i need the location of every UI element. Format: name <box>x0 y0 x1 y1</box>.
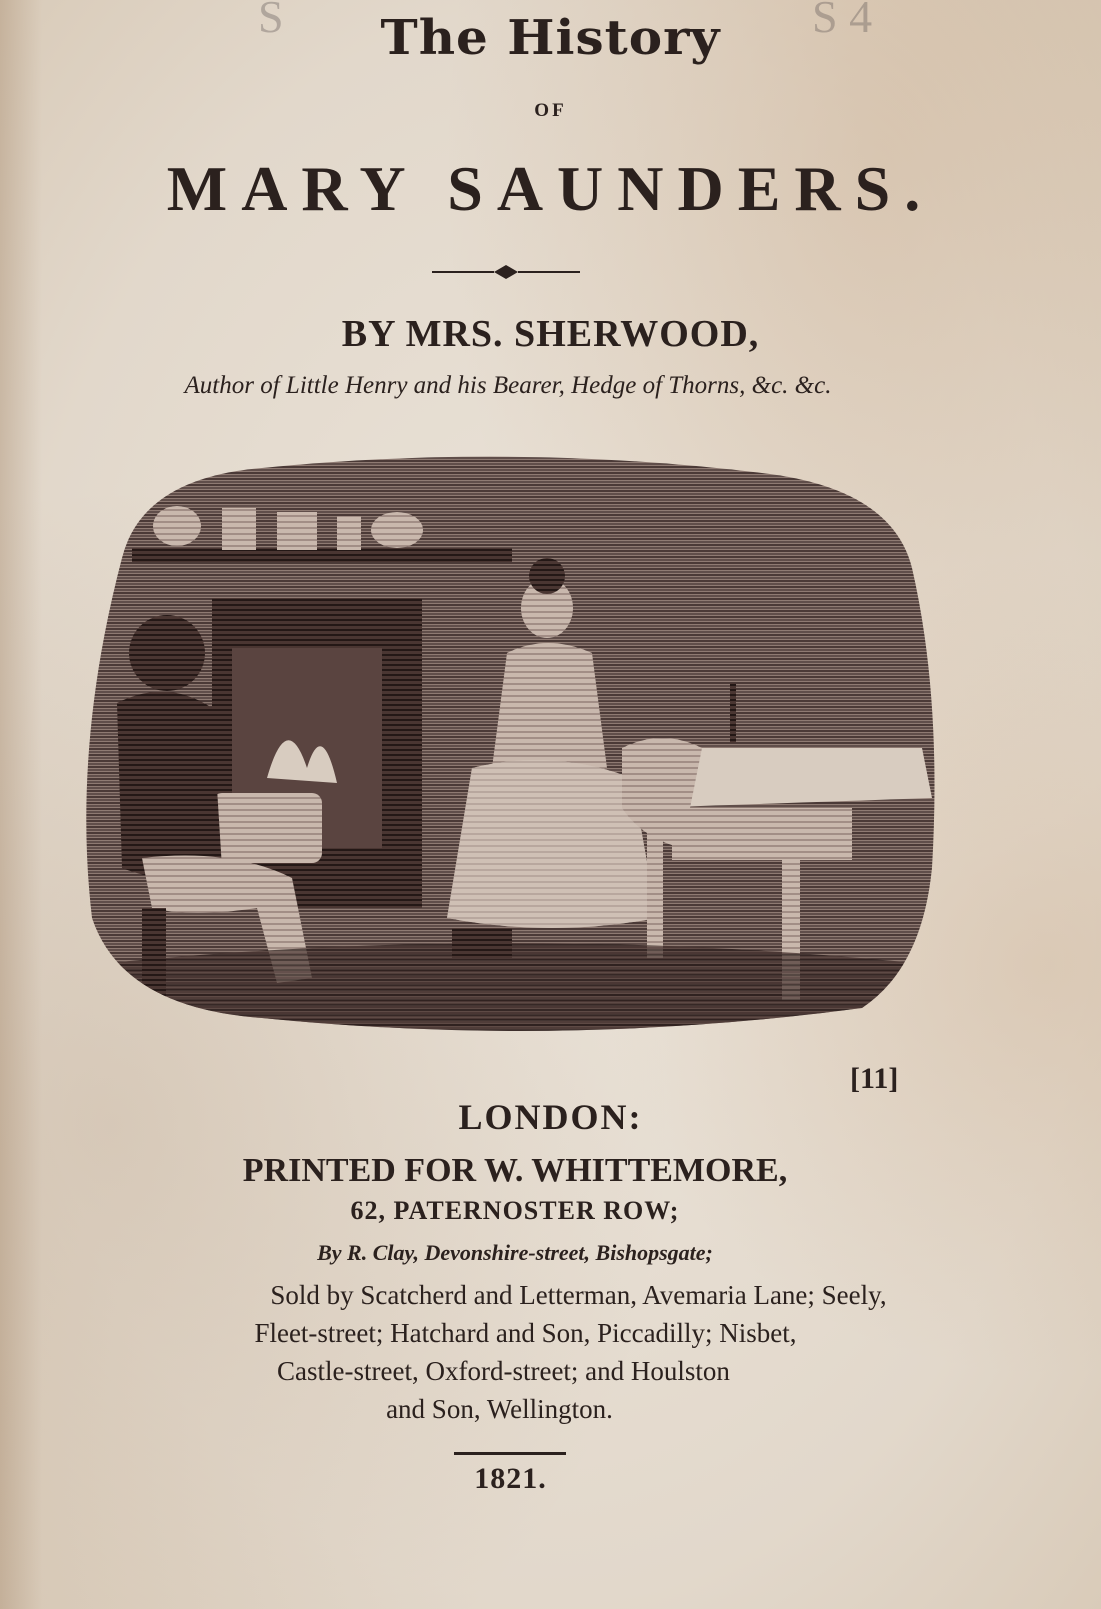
author-credits: Author of Little Henry and his Bearer, Hedge of Thorns, &c. &c. <box>184 372 832 399</box>
imprint-printer: By R. Clay, Devonshire-street, Bishopsgate; <box>317 1240 713 1265</box>
author-line: BY MRS. SHERWOOD, <box>341 313 760 355</box>
imprint-place: LONDON: <box>458 1097 643 1137</box>
title-line-blackletter: The History <box>380 9 721 66</box>
imprint-sold-by-line: Castle-street, Oxford-street; and Houlston <box>277 1356 730 1386</box>
publication-year: 1821. <box>474 1462 547 1495</box>
imprint-printed-for: PRINTED FOR W. WHITTEMORE, <box>242 1152 788 1189</box>
imprint-sold-by-line: Sold by Scatcherd and Letterman, Avemaria Lane; Seely, <box>270 1280 887 1310</box>
ornament-rule-icon <box>432 262 580 286</box>
imprint-sold-by-line: and Son, Wellington. <box>386 1394 613 1424</box>
corner-mark-right: S 4 <box>812 0 873 42</box>
woodcut-illustration <box>62 448 962 1048</box>
imprint-address: 62, PATERNOSTER ROW; <box>350 1196 680 1225</box>
corner-mark-left: S <box>258 0 284 42</box>
imprint-sold-by-line: Fleet-street; Hatchard and Son, Piccadilly; Nisbet, <box>254 1318 797 1348</box>
book-title: MARY SAUNDERS. <box>166 153 935 224</box>
title-of: OF <box>534 100 567 121</box>
page-number: [11] <box>850 1062 899 1095</box>
year-rule <box>454 1452 566 1455</box>
